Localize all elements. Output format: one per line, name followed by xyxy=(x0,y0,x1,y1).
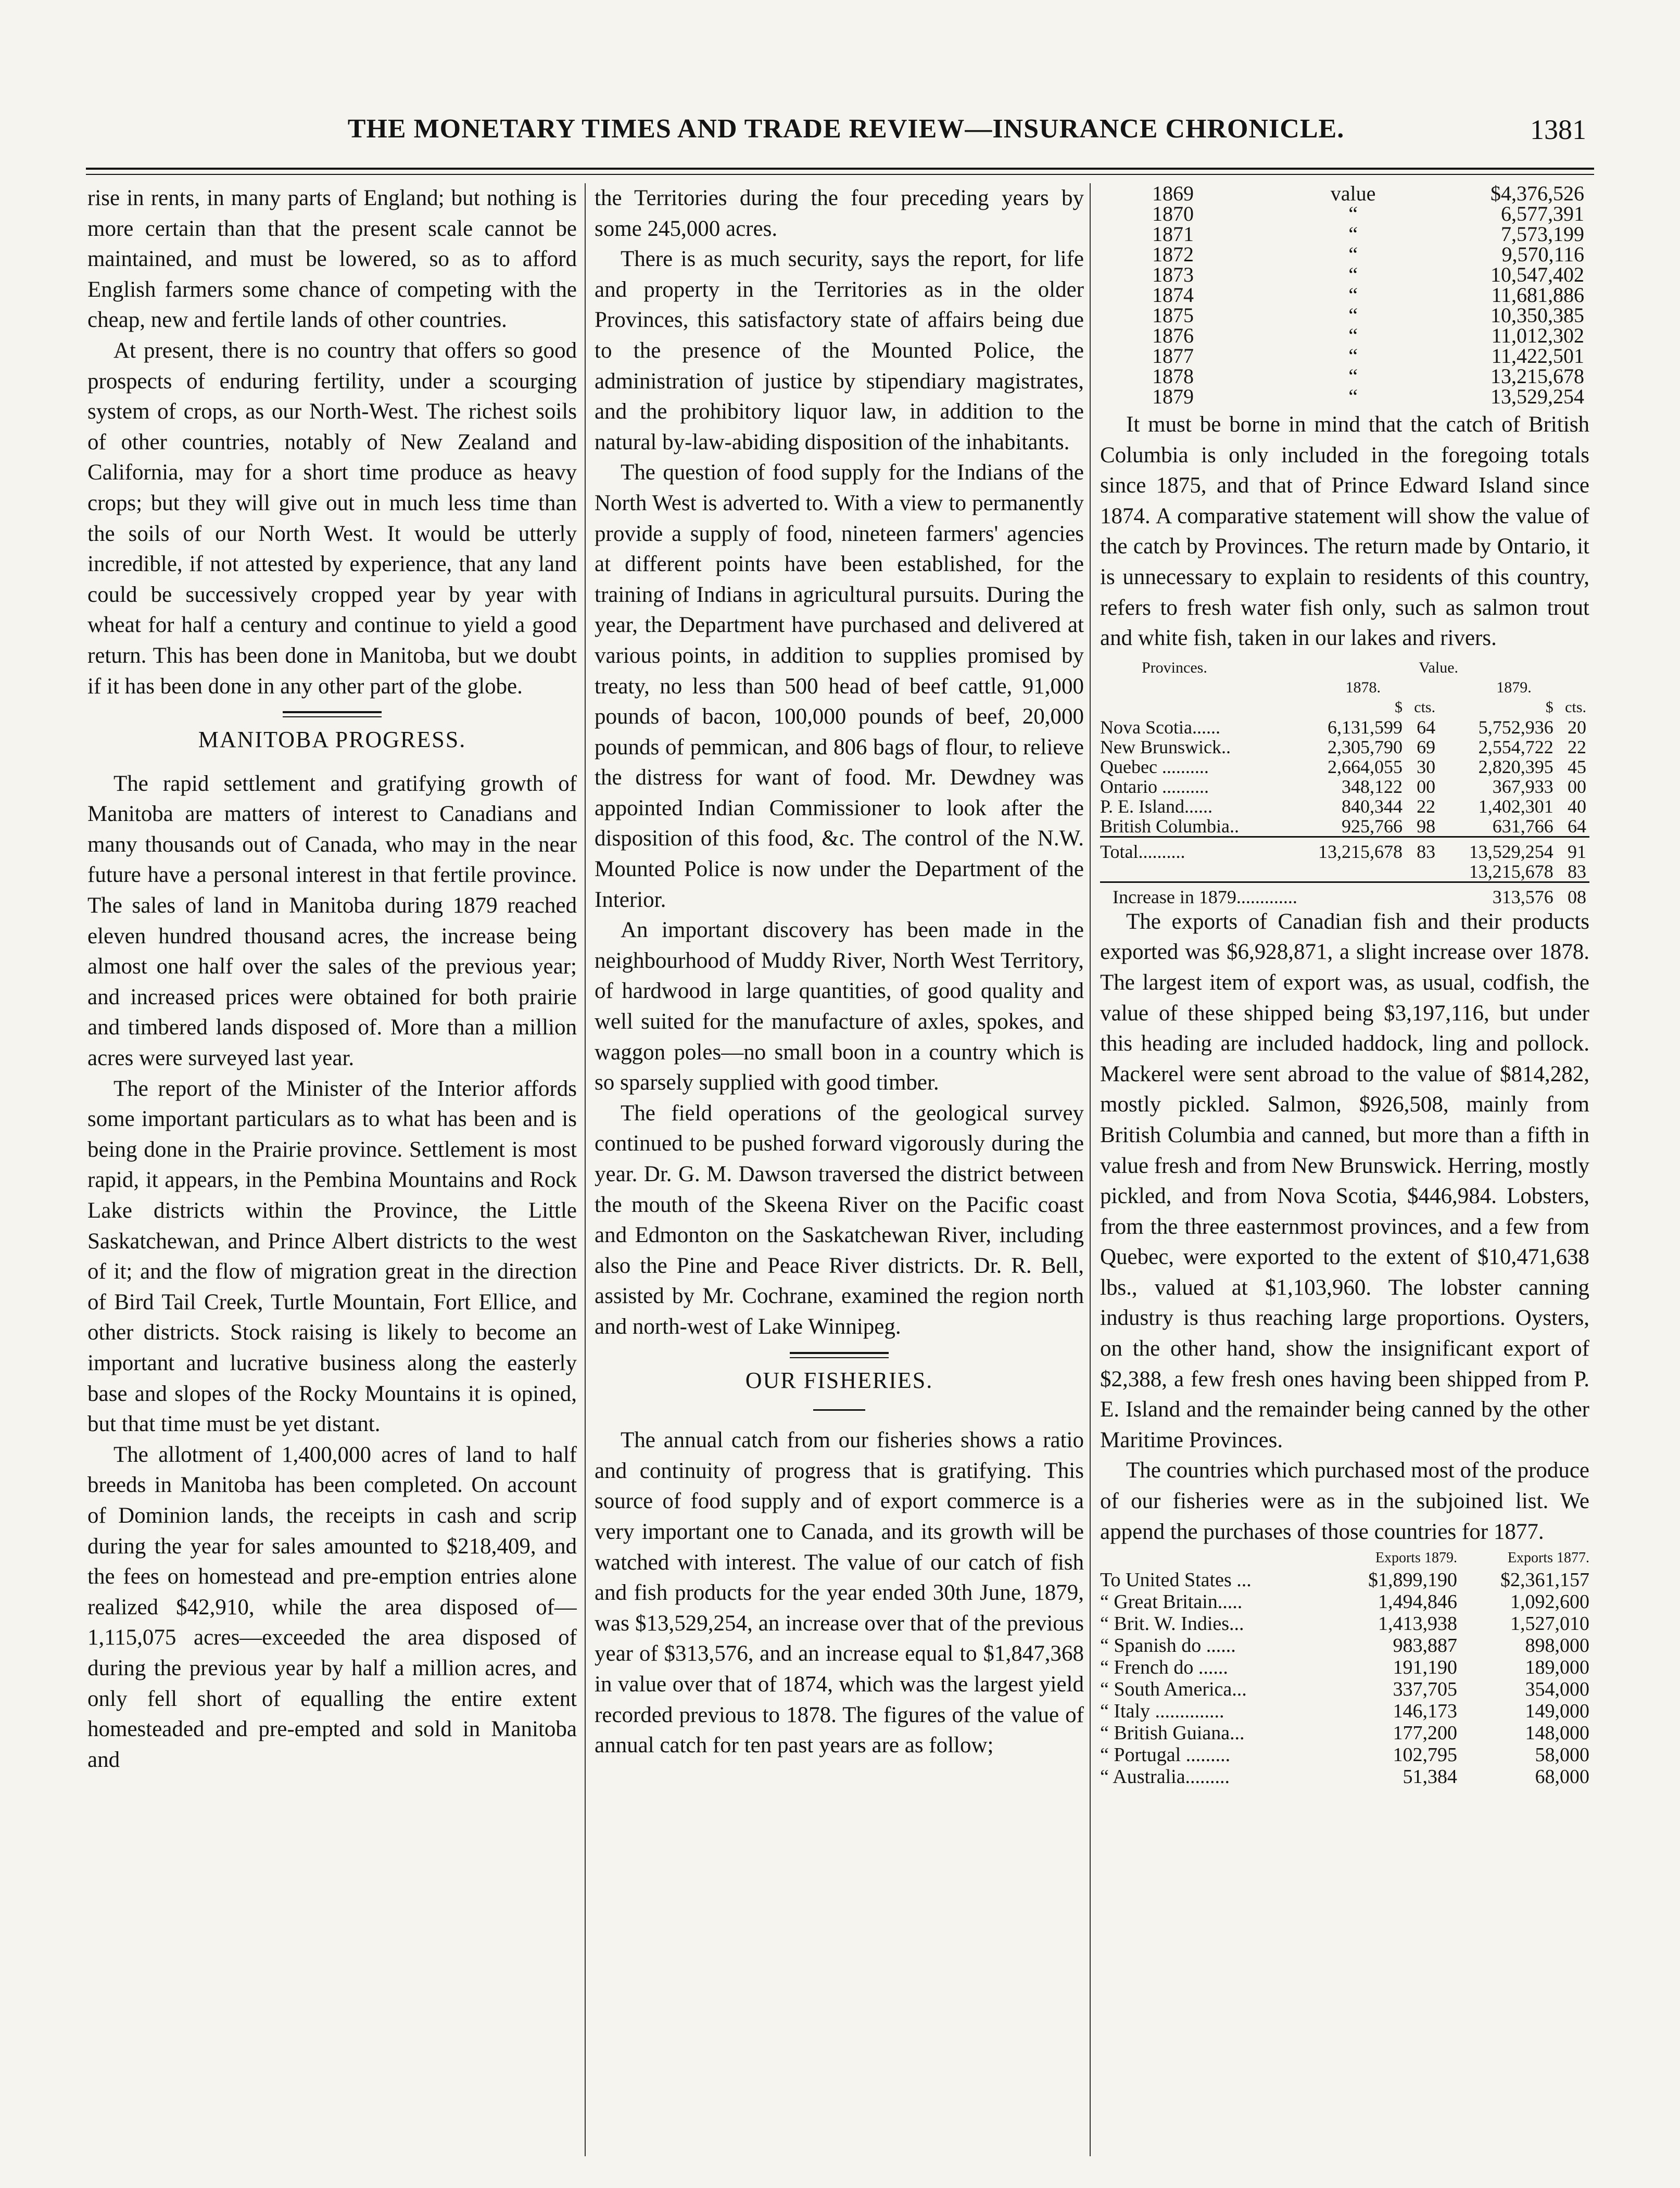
export-row xyxy=(1100,1656,1589,1678)
export-1877-value: 898,000 xyxy=(1525,1635,1589,1657)
running-title: THE MONETARY TIMES AND TRADE REVIEW—INSURANCE CHRONICLE. xyxy=(347,114,1345,144)
catch-year: 1870 xyxy=(1152,202,1194,225)
export-1877-value: 68,000 xyxy=(1535,1766,1589,1788)
cents-header: cts. xyxy=(1565,698,1586,716)
provinces-header: Provinces. xyxy=(1142,659,1207,676)
total-1879-dollars: 13,529,254 xyxy=(1469,841,1553,862)
catch-year: 1873 xyxy=(1152,263,1194,286)
export-country: “ Spanish do ...... xyxy=(1100,1635,1236,1657)
province-name: Quebec .......... xyxy=(1100,756,1209,777)
catch-label: “ xyxy=(1348,263,1358,286)
section-heading-manitoba: MANITOBA PROGRESS. xyxy=(198,727,466,753)
total-comparison-row xyxy=(1100,862,1589,882)
total-row xyxy=(1100,842,1589,862)
catch-amount: 11,681,886 xyxy=(1491,283,1584,307)
catch-row xyxy=(1152,386,1584,407)
catch-label: “ xyxy=(1348,222,1358,246)
exports-1877-header: Exports 1877. xyxy=(1507,1550,1589,1566)
export-1877-value: 1,527,010 xyxy=(1510,1613,1589,1635)
increase-label: Increase in 1879............. xyxy=(1113,886,1297,907)
province-1878-dollars: 840,344 xyxy=(1341,795,1403,817)
province-1878-dollars: 2,305,790 xyxy=(1327,736,1403,757)
province-name: New Brunswick.. xyxy=(1100,736,1231,757)
catch-label: “ xyxy=(1348,344,1358,368)
catch-amount: 11,012,302 xyxy=(1491,324,1584,347)
province-name: Nova Scotia...... xyxy=(1100,716,1220,738)
catch-row xyxy=(1152,285,1584,305)
province-row xyxy=(1100,816,1589,837)
province-1879-dollars: 1,402,301 xyxy=(1478,795,1553,817)
catch-amount: 13,215,678 xyxy=(1490,364,1584,388)
catch-row xyxy=(1152,325,1584,346)
export-row xyxy=(1100,1591,1589,1613)
province-1878-dollars: 6,131,599 xyxy=(1327,716,1403,738)
province-1878-dollars: 925,766 xyxy=(1341,815,1403,837)
province-row xyxy=(1100,717,1589,737)
province-row xyxy=(1100,757,1589,777)
export-1879-value: 177,200 xyxy=(1393,1722,1457,1744)
catch-amount: 9,570,116 xyxy=(1501,243,1584,266)
export-1877-value: 58,000 xyxy=(1535,1744,1589,1766)
province-1879-cents: 20 xyxy=(1568,716,1586,738)
province-1879-dollars: 2,554,722 xyxy=(1478,736,1553,757)
export-1879-value: 51,384 xyxy=(1403,1766,1457,1788)
export-1877-value: 149,000 xyxy=(1525,1700,1589,1723)
catch-label: “ xyxy=(1348,324,1358,347)
paragraph: The question of food supply for the Indians of the North West is adverted to. With a view to permanently provide a supply of food, nineteen farmers' agencies at different points have been established, for the training of Indians in agricultural pursuits. During the year, the Department have purchased and delivered at various points, in addition to supplies promised by treaty, no less than 500 head of beef cattle, 91,000 pounds of bacon, 100,000 pounds of beef, 20,000 pounds of pemmican, and 806 bags of flour, to relieve the distress for want of food. Mr. Dewdney was appointed Indian Commissioner to look after the disposition of this food, &c. The control of the N.W. Mounted Police is now under the Department of the Interior. xyxy=(595,460,1084,912)
province-1879-cents: 00 xyxy=(1568,776,1586,797)
export-row xyxy=(1100,1700,1589,1722)
export-1879-value: $1,899,190 xyxy=(1368,1569,1457,1591)
catch-label: “ xyxy=(1348,385,1358,408)
province-1879-cents: 22 xyxy=(1568,736,1586,757)
total-1878-cents: 83 xyxy=(1417,841,1436,862)
province-1879-dollars: 2,820,395 xyxy=(1478,756,1553,777)
province-1878-cents: 98 xyxy=(1417,815,1436,837)
catch-year: 1872 xyxy=(1152,243,1194,266)
catch-label: “ xyxy=(1348,283,1358,307)
section-heading-fisheries: OUR FISHERIES. xyxy=(745,1367,933,1393)
catch-amount: 6,577,391 xyxy=(1501,202,1584,225)
province-1878-cents: 22 xyxy=(1417,795,1436,817)
province-1879-cents: 64 xyxy=(1568,815,1586,837)
catch-year: 1876 xyxy=(1152,324,1194,347)
page-number: 1381 xyxy=(1530,114,1586,145)
total-comparison-dollars: 13,215,678 xyxy=(1469,861,1553,882)
catch-label: “ xyxy=(1348,364,1358,388)
total-1878-dollars: 13,215,678 xyxy=(1318,841,1403,862)
export-1879-value: 1,413,938 xyxy=(1378,1613,1457,1635)
export-1879-value: 191,190 xyxy=(1393,1656,1457,1679)
province-name: P. E. Island...... xyxy=(1100,795,1212,817)
province-1879-cents: 40 xyxy=(1568,795,1586,817)
province-row xyxy=(1100,796,1589,816)
annual-catch-table xyxy=(1152,183,1584,407)
header-rule-thin xyxy=(86,174,1594,175)
catch-year: 1875 xyxy=(1152,303,1194,327)
province-1879-dollars: 631,766 xyxy=(1492,815,1553,837)
catch-year: 1879 xyxy=(1152,385,1194,408)
catch-row xyxy=(1152,224,1584,244)
paragraph: The annual catch from our fisheries shows a ratio and continuity of progress that is gratifying. This source of food supply and of export commerce is a very important one to Canada, and its growth will be watched with interest. The value of our catch of fish and fish products for the year ended 30th June, 1879, was $13,529,254, an increase over that of the previous year of $313,576, and an increase equal to $1,847,368 in value over that of 1874, which was the largest yield recorded previous to 1878. The figures of the value of annual catch for ten past years are as follow; xyxy=(595,1428,1084,1758)
export-country: “ Italy .............. xyxy=(1100,1700,1224,1723)
increase-row xyxy=(1100,887,1589,907)
province-name: British Columbia.. xyxy=(1100,815,1240,837)
province-row xyxy=(1100,737,1589,757)
export-country: “ Brit. W. Indies... xyxy=(1100,1613,1244,1635)
column-3 xyxy=(1100,183,1589,2161)
total-comparison-cents: 83 xyxy=(1568,861,1586,882)
increase-cents: 08 xyxy=(1568,886,1586,907)
header-rule xyxy=(86,168,1594,170)
export-row xyxy=(1100,1766,1589,1788)
catch-year: 1871 xyxy=(1152,222,1194,246)
province-1878-dollars: 2,664,055 xyxy=(1327,756,1403,777)
export-1877-value: 354,000 xyxy=(1525,1678,1589,1701)
catch-label: value xyxy=(1330,183,1376,205)
paragraph: The field operations of the geological survey continued to be pushed forward vigorously during the year. Dr. G. M. Dawson traversed the district between the mouth of the Skeena River on the Pacific coast and Edmonton on the Saskatchewan River, including also the Pine and Peace River districts. Dr. R. Bell, assisted by Mr. Cochrane, examined the region north and north-west of Lake Winnipeg. xyxy=(595,1101,1084,1339)
export-row xyxy=(1100,1678,1589,1700)
column-divider xyxy=(1090,183,1091,2156)
catch-row xyxy=(1152,244,1584,264)
province-1879-cents: 45 xyxy=(1568,756,1586,777)
export-1877-value: $2,361,157 xyxy=(1500,1569,1589,1591)
column-2 xyxy=(595,183,1084,2161)
catch-year: 1874 xyxy=(1152,283,1194,307)
province-1879-dollars: 5,752,936 xyxy=(1478,716,1553,738)
cents-header: cts. xyxy=(1414,698,1436,716)
paragraph: The rapid settlement and gratifying growth of Manitoba are matters of interest to Canadians and many thousands out of Canada, who may in the near future have a personal interest in that fertile province. The sales of land in Manitoba during 1879 reached eleven hundred thousand acres, the increase being almost one half over the sales of the previous year; and increased prices were obtained for both prairie and timbered lands disposed of. More than a million acres were surveyed last year. xyxy=(87,771,577,1071)
export-country: To United States ... xyxy=(1100,1569,1252,1591)
exports-1879-header: Exports 1879. xyxy=(1375,1550,1457,1566)
province-1878-cents: 69 xyxy=(1417,736,1436,757)
paragraph: At present, there is no country that offers so good prospects of enduring fertility, under a scourging system of crops, as our North-West. The richest soils of other countries, notably of New Zealand and California, may for a short time produce as heavy crops; but they will give out in much less time than the soils of our North West. It would be utterly incredible, if not attested by experience, that any land could be successively cropped year by year with wheat for half a century and continue to yield a good return. This has been done in Manitoba, but we doubt if it has been done in any other part of the globe. xyxy=(87,338,577,699)
export-country: “ French do ...... xyxy=(1100,1656,1228,1679)
section-ornament xyxy=(790,1352,889,1358)
catch-label: “ xyxy=(1348,202,1358,225)
total-1879-cents: 91 xyxy=(1568,841,1586,862)
catch-row xyxy=(1152,183,1584,204)
value-header: Value. xyxy=(1419,659,1459,676)
year-1878-header: 1878. xyxy=(1345,678,1381,696)
catch-amount: 7,573,199 xyxy=(1501,222,1584,246)
province-1879-dollars: 367,933 xyxy=(1492,776,1553,797)
export-1877-value: 1,092,600 xyxy=(1510,1591,1589,1613)
export-1877-value: 189,000 xyxy=(1525,1656,1589,1679)
export-1879-value: 983,887 xyxy=(1393,1635,1457,1657)
paragraph: the Territories during the four preceding years by some 245,000 acres. xyxy=(595,186,1084,241)
section-ornament xyxy=(283,711,382,717)
total-label: Total.......... xyxy=(1100,841,1185,862)
paragraph: The allotment of 1,400,000 acres of land to half breeds in Manitoba has been completed. On account of Dominion lands, the receipts in cash and scrip during the year for sales amounted to $218,409, and the fees on homestead and pre-emption entries alone realized $42,910, while the area disposed of—1,115,075 acres—exceeded the area disposed of during the previous year by half a million acres, and only fell short of equalling the entire extent homesteaded and pre-empted and sold in Manitoba and xyxy=(87,1442,577,1772)
export-1879-value: 102,795 xyxy=(1393,1744,1457,1766)
province-name: Ontario .......... xyxy=(1100,776,1209,797)
export-row xyxy=(1100,1569,1589,1591)
catch-year: 1869 xyxy=(1152,183,1194,205)
catch-row xyxy=(1152,346,1584,366)
export-1877-value: 148,000 xyxy=(1525,1722,1589,1744)
export-row xyxy=(1100,1744,1589,1766)
catch-label: “ xyxy=(1348,303,1358,327)
export-1879-value: 337,705 xyxy=(1393,1678,1457,1701)
catch-row xyxy=(1152,204,1584,224)
dollar-header: $ xyxy=(1394,698,1403,716)
catch-amount: 13,529,254 xyxy=(1490,385,1584,408)
column-divider xyxy=(585,183,586,2156)
province-1878-cents: 64 xyxy=(1417,716,1436,738)
export-1879-value: 1,494,846 xyxy=(1378,1591,1457,1613)
export-country: “ British Guiana... xyxy=(1100,1722,1245,1744)
export-country: “ Portugal ......... xyxy=(1100,1744,1231,1766)
catch-year: 1878 xyxy=(1152,364,1194,388)
catch-row xyxy=(1152,264,1584,285)
catch-amount: 10,350,385 xyxy=(1490,303,1584,327)
paragraph: There is as much security, says the report, for life and property in the Territories as in the older Provinces, this satisfactory state of affairs being due to the presence of the Mounted Police, the administration of justice by stipendiary magistrates, and the prohibitory liquor law, in addition to the natural by-law-abiding disposition of the inhabitants. xyxy=(595,247,1084,454)
export-country: “ South America... xyxy=(1100,1678,1247,1701)
heading-underline xyxy=(813,1409,865,1411)
paragraph: It must be borne in mind that the catch of British Columbia is only included in the foregoing totals since 1875, and that of Prince Edward Island since 1874. A comparative statement will show the value of the catch by Provinces. The return made by Ontario, it is unnecessary to explain to residents of this country, refers to fresh water fish only, such as salmon trout and white fish, taken in our lakes and rivers. xyxy=(1100,412,1589,651)
paragraph: rise in rents, in many parts of England; but nothing is more certain than that the present scale cannot be maintained, and must be lowered, so as to afford English farmers some chance of competing with the cheap, new and fertile lands of other countries. xyxy=(87,186,577,333)
province-row xyxy=(1100,777,1589,796)
catch-row xyxy=(1152,305,1584,325)
export-row xyxy=(1100,1722,1589,1744)
dollar-header: $ xyxy=(1545,698,1553,716)
year-1879-header: 1879. xyxy=(1496,678,1532,696)
catch-amount: 11,422,501 xyxy=(1491,344,1584,368)
provinces-table xyxy=(1100,658,1589,907)
paragraph: An important discovery has been made in the neighbourhood of Muddy River, North West Territory, of hardwood in large quantities, of good quality and well suited for the manufacture of axles, spokes, and waggon poles—no small boon in a country which is so sparsely supplied with good timber. xyxy=(595,918,1084,1095)
catch-amount: $4,376,526 xyxy=(1490,183,1584,205)
catch-year: 1877 xyxy=(1152,344,1194,368)
catch-amount: 10,547,402 xyxy=(1490,263,1584,286)
catch-label: “ xyxy=(1348,243,1358,266)
export-country: “ Australia......... xyxy=(1100,1766,1230,1788)
export-row xyxy=(1100,1635,1589,1656)
paragraph: The report of the Minister of the Interior affords some important particulars as to what has been and is being done in the Prairie province. Settlement is most rapid, it appears, in the Pembina Mountains and Rock Lake districts within the Province, the Little Saskatchewan, and Prince Albert districts to the west of it; and the flow of migration great in the direction of Bird Tail Creek, Turtle Mountain, Fort Ellice, and other districts. Stock raising is likely to become an important and lucrative business along the easterly base and slopes of the Rocky Mountains it is opined, but that time must be yet distant. xyxy=(87,1076,577,1437)
catch-row xyxy=(1152,366,1584,386)
province-1878-cents: 30 xyxy=(1417,756,1436,777)
column-1 xyxy=(87,183,577,2161)
export-country: “ Great Britain..... xyxy=(1100,1591,1243,1613)
paragraph: The exports of Canadian fish and their products exported was $6,928,871, a slight increase over 1878. The largest item of export was, as usual, codfish, the value of these shipped being $3,197,116, but under this heading are included haddock, ling and pollock. Mackerel were sent abroad to the value of $814,282, mostly pickled. Salmon, $926,508, mainly from British Columbia and canned, but more than a fifth in value fresh and from New Brunswick. Herring, mostly pickled, and from Nova Scotia, $446,984. Lobsters, from the three easternmost provinces, and a few from Quebec, were exported to the extent of $10,471,638 lbs., valued at $1,103,960. The lobster canning industry is thus reaching large proportions. Oysters, on the other hand, show the insignificant export of $2,388, a few fresh ones having been shipped from P. E. Island and the remainder being canned by the other Maritime Provinces. xyxy=(1100,909,1589,1452)
paragraph: The countries which purchased most of the produce of our fisheries were as in the subjoined list. We append the purchases of those countries for 1877. xyxy=(1100,1458,1589,1544)
province-1878-dollars: 348,122 xyxy=(1341,776,1403,797)
exports-table xyxy=(1100,1547,1589,1788)
increase-dollars: 313,576 xyxy=(1492,886,1553,907)
export-1879-value: 146,173 xyxy=(1393,1700,1457,1723)
export-row xyxy=(1100,1613,1589,1635)
province-1878-cents: 00 xyxy=(1417,776,1436,797)
